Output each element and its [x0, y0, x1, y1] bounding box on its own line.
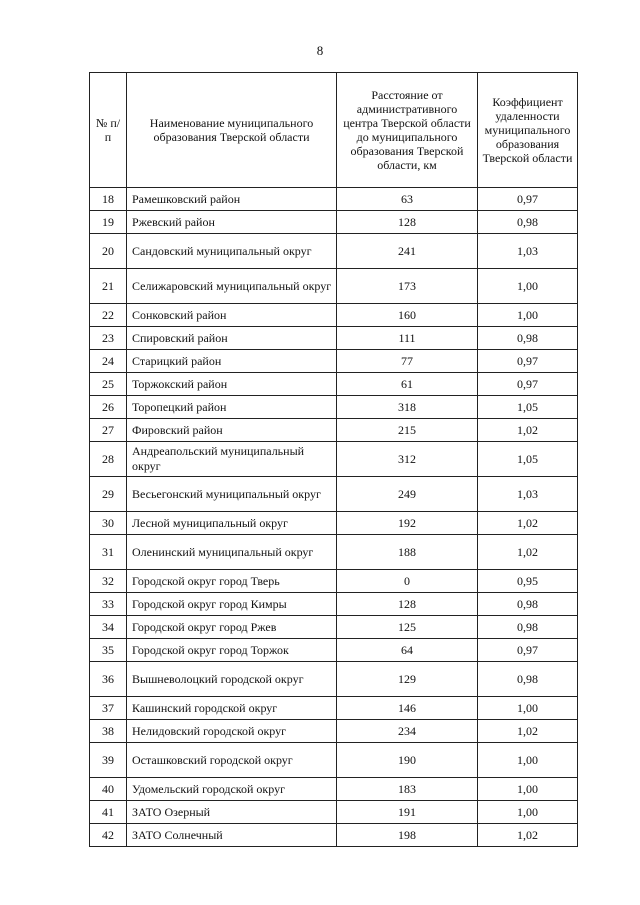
- row-coefficient: 1,00: [478, 697, 578, 720]
- row-num: 19: [90, 211, 127, 234]
- table-row: [90, 188, 578, 211]
- row-distance: 188: [337, 535, 478, 570]
- row-name: ЗАТО Озерный: [127, 801, 337, 824]
- row-num: 18: [90, 188, 127, 211]
- row-num: 35: [90, 639, 127, 662]
- row-coefficient: 1,02: [478, 512, 578, 535]
- table-row: [90, 778, 578, 801]
- row-distance: 192: [337, 512, 478, 535]
- table-row: [90, 593, 578, 616]
- row-coefficient: 0,97: [478, 639, 578, 662]
- row-name: Торопецкий район: [127, 396, 337, 419]
- table-row: [90, 639, 578, 662]
- row-name: Вышневолоцкий городской округ: [127, 662, 337, 697]
- row-distance: 234: [337, 720, 478, 743]
- row-distance: 173: [337, 269, 478, 304]
- row-distance: 183: [337, 778, 478, 801]
- row-coefficient: 0,97: [478, 188, 578, 211]
- table-row: [90, 697, 578, 720]
- row-distance: 241: [337, 234, 478, 269]
- row-distance: 198: [337, 824, 478, 847]
- row-num: 22: [90, 304, 127, 327]
- table-body: [90, 188, 578, 847]
- row-num: 33: [90, 593, 127, 616]
- row-distance: 128: [337, 211, 478, 234]
- row-name: Городской округ город Торжок: [127, 639, 337, 662]
- row-coefficient: 0,98: [478, 327, 578, 350]
- row-coefficient: 1,02: [478, 535, 578, 570]
- row-coefficient: 0,98: [478, 211, 578, 234]
- table-row: [90, 442, 578, 477]
- row-coefficient: 1,03: [478, 234, 578, 269]
- row-coefficient: 1,00: [478, 269, 578, 304]
- row-coefficient: 0,97: [478, 350, 578, 373]
- row-distance: 129: [337, 662, 478, 697]
- table-row: [90, 570, 578, 593]
- row-name: Спировский район: [127, 327, 337, 350]
- row-coefficient: 1,05: [478, 442, 578, 477]
- row-distance: 190: [337, 743, 478, 778]
- row-distance: 249: [337, 477, 478, 512]
- row-name: Нелидовский городской округ: [127, 720, 337, 743]
- row-num: 39: [90, 743, 127, 778]
- row-coefficient: 0,98: [478, 616, 578, 639]
- row-name: Весьегонский муниципальный округ: [127, 477, 337, 512]
- row-num: 38: [90, 720, 127, 743]
- row-coefficient: 1,00: [478, 304, 578, 327]
- row-coefficient: 1,00: [478, 801, 578, 824]
- row-coefficient: 1,00: [478, 778, 578, 801]
- header-name: Наименование муниципального образования Тверской области: [127, 73, 337, 188]
- row-distance: 77: [337, 350, 478, 373]
- row-coefficient: 1,05: [478, 396, 578, 419]
- row-name: Удомельский городской округ: [127, 778, 337, 801]
- row-num: 32: [90, 570, 127, 593]
- row-coefficient: 1,02: [478, 824, 578, 847]
- table-row: [90, 720, 578, 743]
- row-distance: 318: [337, 396, 478, 419]
- table-row: [90, 662, 578, 697]
- row-num: 29: [90, 477, 127, 512]
- row-name: Оленинский муниципальный округ: [127, 535, 337, 570]
- row-name: Лесной муниципальный округ: [127, 512, 337, 535]
- row-distance: 312: [337, 442, 478, 477]
- row-distance: 191: [337, 801, 478, 824]
- row-num: 27: [90, 419, 127, 442]
- row-num: 21: [90, 269, 127, 304]
- table-row: [90, 824, 578, 847]
- table-row: [90, 535, 578, 570]
- table-row: [90, 327, 578, 350]
- table-row: [90, 801, 578, 824]
- row-num: 20: [90, 234, 127, 269]
- row-num: 24: [90, 350, 127, 373]
- row-num: 42: [90, 824, 127, 847]
- table-row: [90, 211, 578, 234]
- table-row: [90, 419, 578, 442]
- row-distance: 215: [337, 419, 478, 442]
- table-row: [90, 234, 578, 269]
- row-name: Торжокский район: [127, 373, 337, 396]
- row-name: Рамешковский район: [127, 188, 337, 211]
- row-distance: 64: [337, 639, 478, 662]
- table-row: [90, 477, 578, 512]
- table-row: [90, 304, 578, 327]
- table-row: [90, 373, 578, 396]
- row-distance: 160: [337, 304, 478, 327]
- row-coefficient: 1,00: [478, 743, 578, 778]
- row-num: 30: [90, 512, 127, 535]
- row-distance: 61: [337, 373, 478, 396]
- row-name: ЗАТО Солнечный: [127, 824, 337, 847]
- header-distance: Расстояние от административного центра Тверской области до муниципального образования Тверской области, км: [337, 73, 478, 188]
- row-num: 40: [90, 778, 127, 801]
- row-name: Городской округ город Ржев: [127, 616, 337, 639]
- row-name: Городской округ город Тверь: [127, 570, 337, 593]
- row-name: Сонковский район: [127, 304, 337, 327]
- row-coefficient: 0,95: [478, 570, 578, 593]
- row-num: 34: [90, 616, 127, 639]
- row-num: 28: [90, 442, 127, 477]
- row-distance: 0: [337, 570, 478, 593]
- row-coefficient: 1,03: [478, 477, 578, 512]
- row-coefficient: 0,98: [478, 593, 578, 616]
- row-name: Фировский район: [127, 419, 337, 442]
- row-name: Сандовский муниципальный округ: [127, 234, 337, 269]
- row-num: 41: [90, 801, 127, 824]
- header-num: № п/п: [90, 73, 127, 188]
- row-name: Селижаровский муниципальный округ: [127, 269, 337, 304]
- row-num: 37: [90, 697, 127, 720]
- page-number: 8: [316, 43, 324, 58]
- row-distance: 146: [337, 697, 478, 720]
- row-name: Старицкий район: [127, 350, 337, 373]
- row-distance: 111: [337, 327, 478, 350]
- row-name: Андреапольский муниципальный округ: [127, 442, 337, 477]
- row-num: 26: [90, 396, 127, 419]
- header-coefficient: Коэффициент удаленности муниципального образования Тверской области: [478, 73, 578, 188]
- row-num: 36: [90, 662, 127, 697]
- table-header: [90, 73, 578, 188]
- row-coefficient: 0,97: [478, 373, 578, 396]
- table-row: [90, 396, 578, 419]
- districts-table: [89, 72, 578, 847]
- row-num: 25: [90, 373, 127, 396]
- table-row: [90, 512, 578, 535]
- row-coefficient: 1,02: [478, 419, 578, 442]
- table-row: [90, 743, 578, 778]
- table-row: [90, 269, 578, 304]
- row-name: Осташковский городской округ: [127, 743, 337, 778]
- row-distance: 63: [337, 188, 478, 211]
- table-row: [90, 350, 578, 373]
- row-coefficient: 1,02: [478, 720, 578, 743]
- row-num: 23: [90, 327, 127, 350]
- row-coefficient: 0,98: [478, 662, 578, 697]
- table-row: [90, 616, 578, 639]
- row-distance: 128: [337, 593, 478, 616]
- row-distance: 125: [337, 616, 478, 639]
- row-name: Кашинский городской округ: [127, 697, 337, 720]
- row-num: 31: [90, 535, 127, 570]
- row-name: Городской округ город Кимры: [127, 593, 337, 616]
- row-name: Ржевский район: [127, 211, 337, 234]
